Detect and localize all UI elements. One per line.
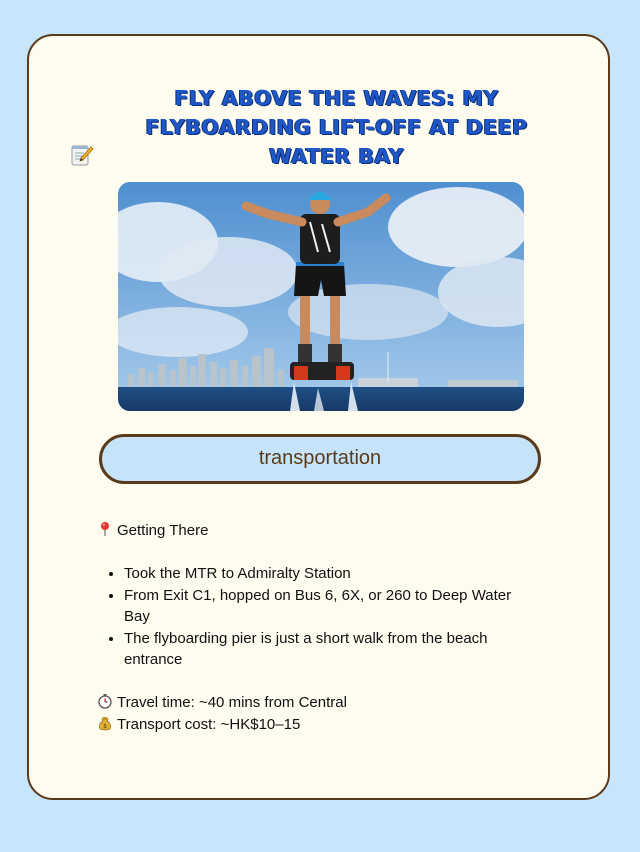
round-pushpin-icon <box>97 521 113 537</box>
getting-there-heading <box>97 520 537 542</box>
post-card <box>27 34 610 800</box>
directions-list <box>97 563 537 671</box>
money-bag-icon <box>97 715 113 731</box>
transport-details <box>97 520 537 735</box>
section-label-transportation: transportation <box>99 434 541 484</box>
title-text: FLY ABOVE THE WAVES: MY FLYBOARDING LIFT-OFF AT DEEP WATER BAY <box>145 86 528 168</box>
transport-cost-text: Transport cost: ~HK$10–15 <box>117 715 301 733</box>
flyboard-image <box>118 182 524 411</box>
travel-time <box>97 692 537 714</box>
svg-text:$: $ <box>103 722 107 730</box>
page-title <box>70 84 572 171</box>
memo-pencil-icon <box>70 143 94 167</box>
travel-time-text: Travel time: ~40 mins from Central <box>117 694 347 711</box>
list-item: • From Exit C1, hopped on Bus 6, 6X, or 260 to Deep Water Bay <box>124 585 537 628</box>
getting-there-text: Getting There <box>117 522 209 539</box>
title-block <box>29 84 612 171</box>
flyboard-photo <box>118 182 524 411</box>
list-item: • Took the MTR to Admiralty Station <box>124 563 537 585</box>
list-item: • The flyboarding pier is just a short walk from the beach entrance <box>124 628 537 671</box>
stopwatch-icon <box>97 693 113 709</box>
transport-cost <box>97 714 537 736</box>
